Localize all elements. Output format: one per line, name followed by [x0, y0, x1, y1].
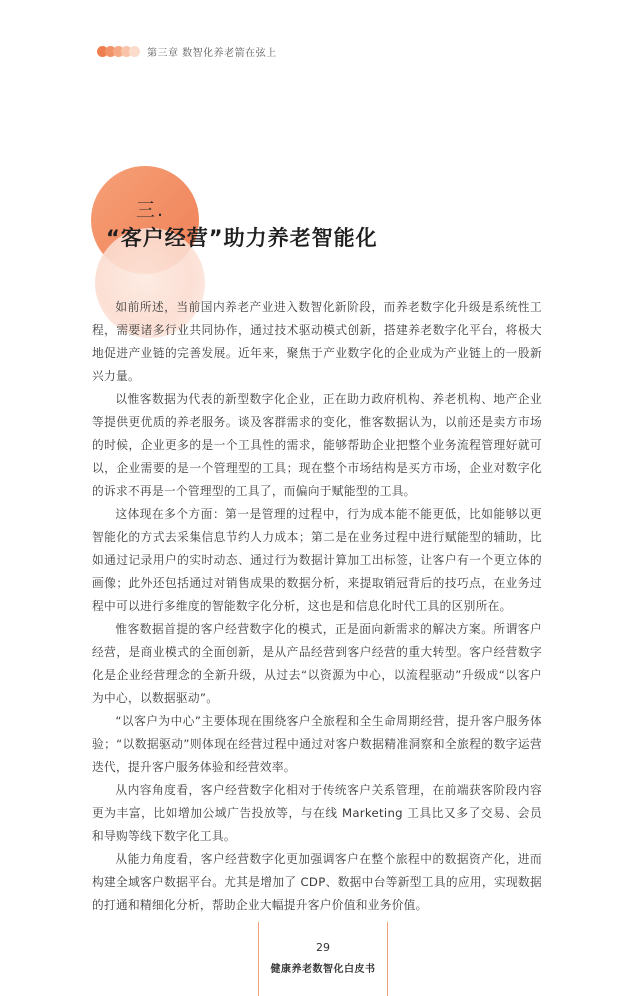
paragraph: 从内容角度看，客户经营数字化相对于传统客户关系管理，在前端获客阶段内容更为丰富，比如增加公域广告投放等，与在线 Marketing 工具比又多了交易、会员和导购等线下数字化工具。 — [92, 783, 542, 843]
paragraph: “以客户为中心”主要体现在围绕客户全旅程和全生命周期经营，提升客户服务体验；“以数据驱动”则体现在经营过程中通过对客户数据精准洞察和全旅程的数字运营迭代，提升客户服务体验和经营效率。 — [92, 714, 542, 774]
paragraph: 以惟客数据为代表的新型数字化企业，正在助力政府机构、养老机构、地产企业等提供更优质的养老服务。谈及客群需求的变化，惟客数据认为，以前还是卖方市场的时候，企业更多的是一个工具性的需求，能够帮助企业把整个业务流程管理好就可以，企业需要的是一个管理型的工具；现在整个市场结构是买方市场，企业对数字化的诉求不再是一个管理型的工具了，而偏向于赋能型的工具。 — [92, 392, 542, 498]
section-number: 三. — [136, 199, 166, 221]
page-footer — [258, 922, 388, 996]
header-dot — [129, 46, 140, 57]
paragraph: 惟客数据首提的客户经营数字化的模式，正是面向新需求的解决方案。所谓客户经营，是商业模式的全面创新，是从产品经营到客户经营的重大转型。客户经营数字化是企业经营理念的全新升级，从过去“以资源为中心，以流程驱动”升级成“以客户为中心，以数据驱动”。 — [92, 622, 542, 705]
book-title: 健康养老数智化白皮书 — [270, 964, 376, 975]
page-number: 29 — [316, 941, 330, 954]
paragraph: 如前所述，当前国内养老产业进入数智化新阶段，而养老数字化升级是系统性工程，需要诸多行业共同协作，通过技术驱动模式创新，搭建养老数字化平台，将极大地促进产业链的完善发展。近年来，聚焦于产业数字化的企业成为产业链上的一股新兴力量。 — [92, 300, 542, 383]
paragraph: 从能力角度看，客户经营数字化更加强调客户在整个旅程中的数据资产化，进而构建全域客户数据平台。尤其是增加了 CDP、数据中台等新型工具的应用，实现数据的打通和精细化分析，帮助企业大幅提升客户价值和业务价值。 — [92, 852, 542, 912]
body-text — [92, 296, 542, 917]
chapter-title: 第三章 数智化养老箭在弦上 — [147, 47, 277, 59]
running-header — [97, 44, 277, 58]
paragraph: 这体现在多个方面：第一是管理的过程中，行为成本能不能更低，比如能够以更智能化的方式去采集信息节约人力成本；第二是在业务过程中进行赋能型的辅助，比如通过记录用户的实时动态、通过行为数据计算加工出标签，让客户有一个更立体的画像；此外还包括通过对销售成果的数据分析，来提取销冠背后的技巧点，在业务过程中可以进行多维度的智能数字化分析，这也是和信息化时代工具的区别所在。 — [92, 507, 542, 613]
header-dots — [97, 46, 137, 57]
section-title: “客户经营”助力养老智能化 — [106, 226, 378, 250]
